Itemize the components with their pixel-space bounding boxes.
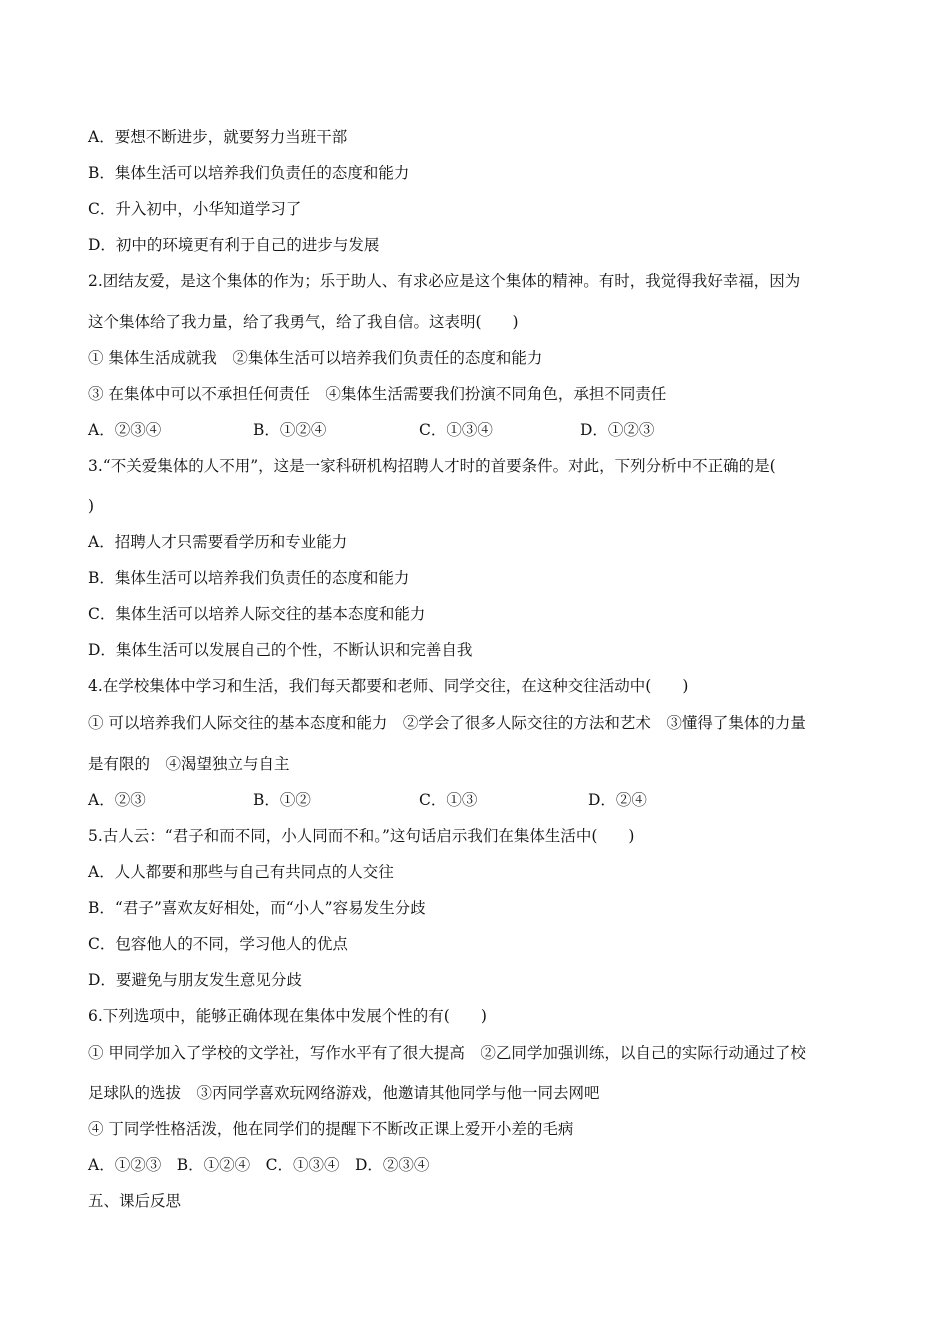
q1-option-c: C．升入初中，小华知道学习了 — [88, 200, 302, 218]
q1-option-a: A．要想不断进步，就要努力当班干部 — [88, 128, 348, 146]
q4-option-b: B．①② — [253, 791, 311, 809]
q5-option-a: A．人人都要和那些与自己有共同点的人交往 — [88, 863, 394, 881]
q4-statement-line1: ① 可以培养我们人际交往的基本态度和能力 ②学会了很多人际交往的方法和艺术 ③懂得了集体的力量 — [88, 714, 806, 732]
q6-statement-line1: ① 甲同学加入了学校的文学社，写作水平有了很大提高 ②乙同学加强训练，以自己的实际行动通过了校 — [88, 1044, 806, 1062]
q1-option-d: D．初中的环境更有利于自己的进步与发展 — [88, 236, 380, 254]
q6-stem: 6.下列选项中，能够正确体现在集体中发展个性的有( ) — [88, 1007, 487, 1025]
q5-stem: 5.古人云：“君子和而不同，小人同而不和。”这句话启示我们在集体生活中( ) — [88, 827, 635, 845]
q3-option-d: D．集体生活可以发展自己的个性，不断认识和完善自我 — [88, 641, 473, 659]
q1-option-b: B．集体生活可以培养我们负责任的态度和能力 — [88, 164, 410, 182]
q2-stem-line1: 2.团结友爱，是这个集体的作为；乐于助人、有求必应是这个集体的精神。有时，我觉得我好幸福，因为 — [88, 272, 801, 290]
q4-option-c: C．①③ — [419, 791, 478, 809]
q2-statement-1: ① 集体生活成就我 ②集体生活可以培养我们负责任的态度和能力 — [88, 349, 543, 367]
q5-option-b: B．“君子”喜欢友好相处，而“小人”容易发生分歧 — [88, 899, 426, 917]
q6-options: A．①②③ B．①②④ C．①③④ D．②③④ — [88, 1156, 430, 1174]
section-heading-reflection: 五、课后反思 — [88, 1192, 182, 1210]
q5-option-c: C．包容他人的不同，学习他人的优点 — [88, 935, 348, 953]
q4-option-d: D．②④ — [588, 791, 647, 809]
q6-statement-line3: ④ 丁同学性格活泼，他在同学们的提醒下不断改正课上爱开小差的毛病 — [88, 1120, 574, 1138]
q2-option-c: C．①③④ — [419, 421, 493, 439]
q3-stem-line1: 3.“不关爱集体的人不用”，这是一家科研机构招聘人才时的首要条件。对此，下列分析中不正确的是( — [88, 457, 776, 475]
q3-option-b: B．集体生活可以培养我们负责任的态度和能力 — [88, 569, 410, 587]
q4-stem: 4.在学校集体中学习和生活，我们每天都要和老师、同学交往，在这种交往活动中( ) — [88, 677, 689, 695]
q3-option-a: A．招聘人才只需要看学历和专业能力 — [88, 533, 348, 551]
q2-option-b: B．①②④ — [253, 421, 327, 439]
q2-option-d: D．①②③ — [580, 421, 655, 439]
q2-statement-2: ③ 在集体中可以不承担任何责任 ④集体生活需要我们扮演不同角色，承担不同责任 — [88, 385, 667, 403]
q6-statement-line2: 足球队的选拔 ③丙同学喜欢玩网络游戏，他邀请其他同学与他一同去网吧 — [88, 1084, 600, 1102]
q4-option-a: A．②③ — [88, 791, 146, 809]
q2-stem-line2: 这个集体给了我力量，给了我勇气，给了我自信。这表明( ) — [88, 313, 519, 331]
q4-statement-line2: 是有限的 ④渴望独立与自主 — [88, 755, 290, 773]
q3-option-c: C．集体生活可以培养人际交往的基本态度和能力 — [88, 605, 426, 623]
q2-option-a: A．②③④ — [88, 421, 162, 439]
q3-stem-line2: ) — [88, 497, 95, 515]
q5-option-d: D．要避免与朋友发生意见分歧 — [88, 971, 302, 989]
